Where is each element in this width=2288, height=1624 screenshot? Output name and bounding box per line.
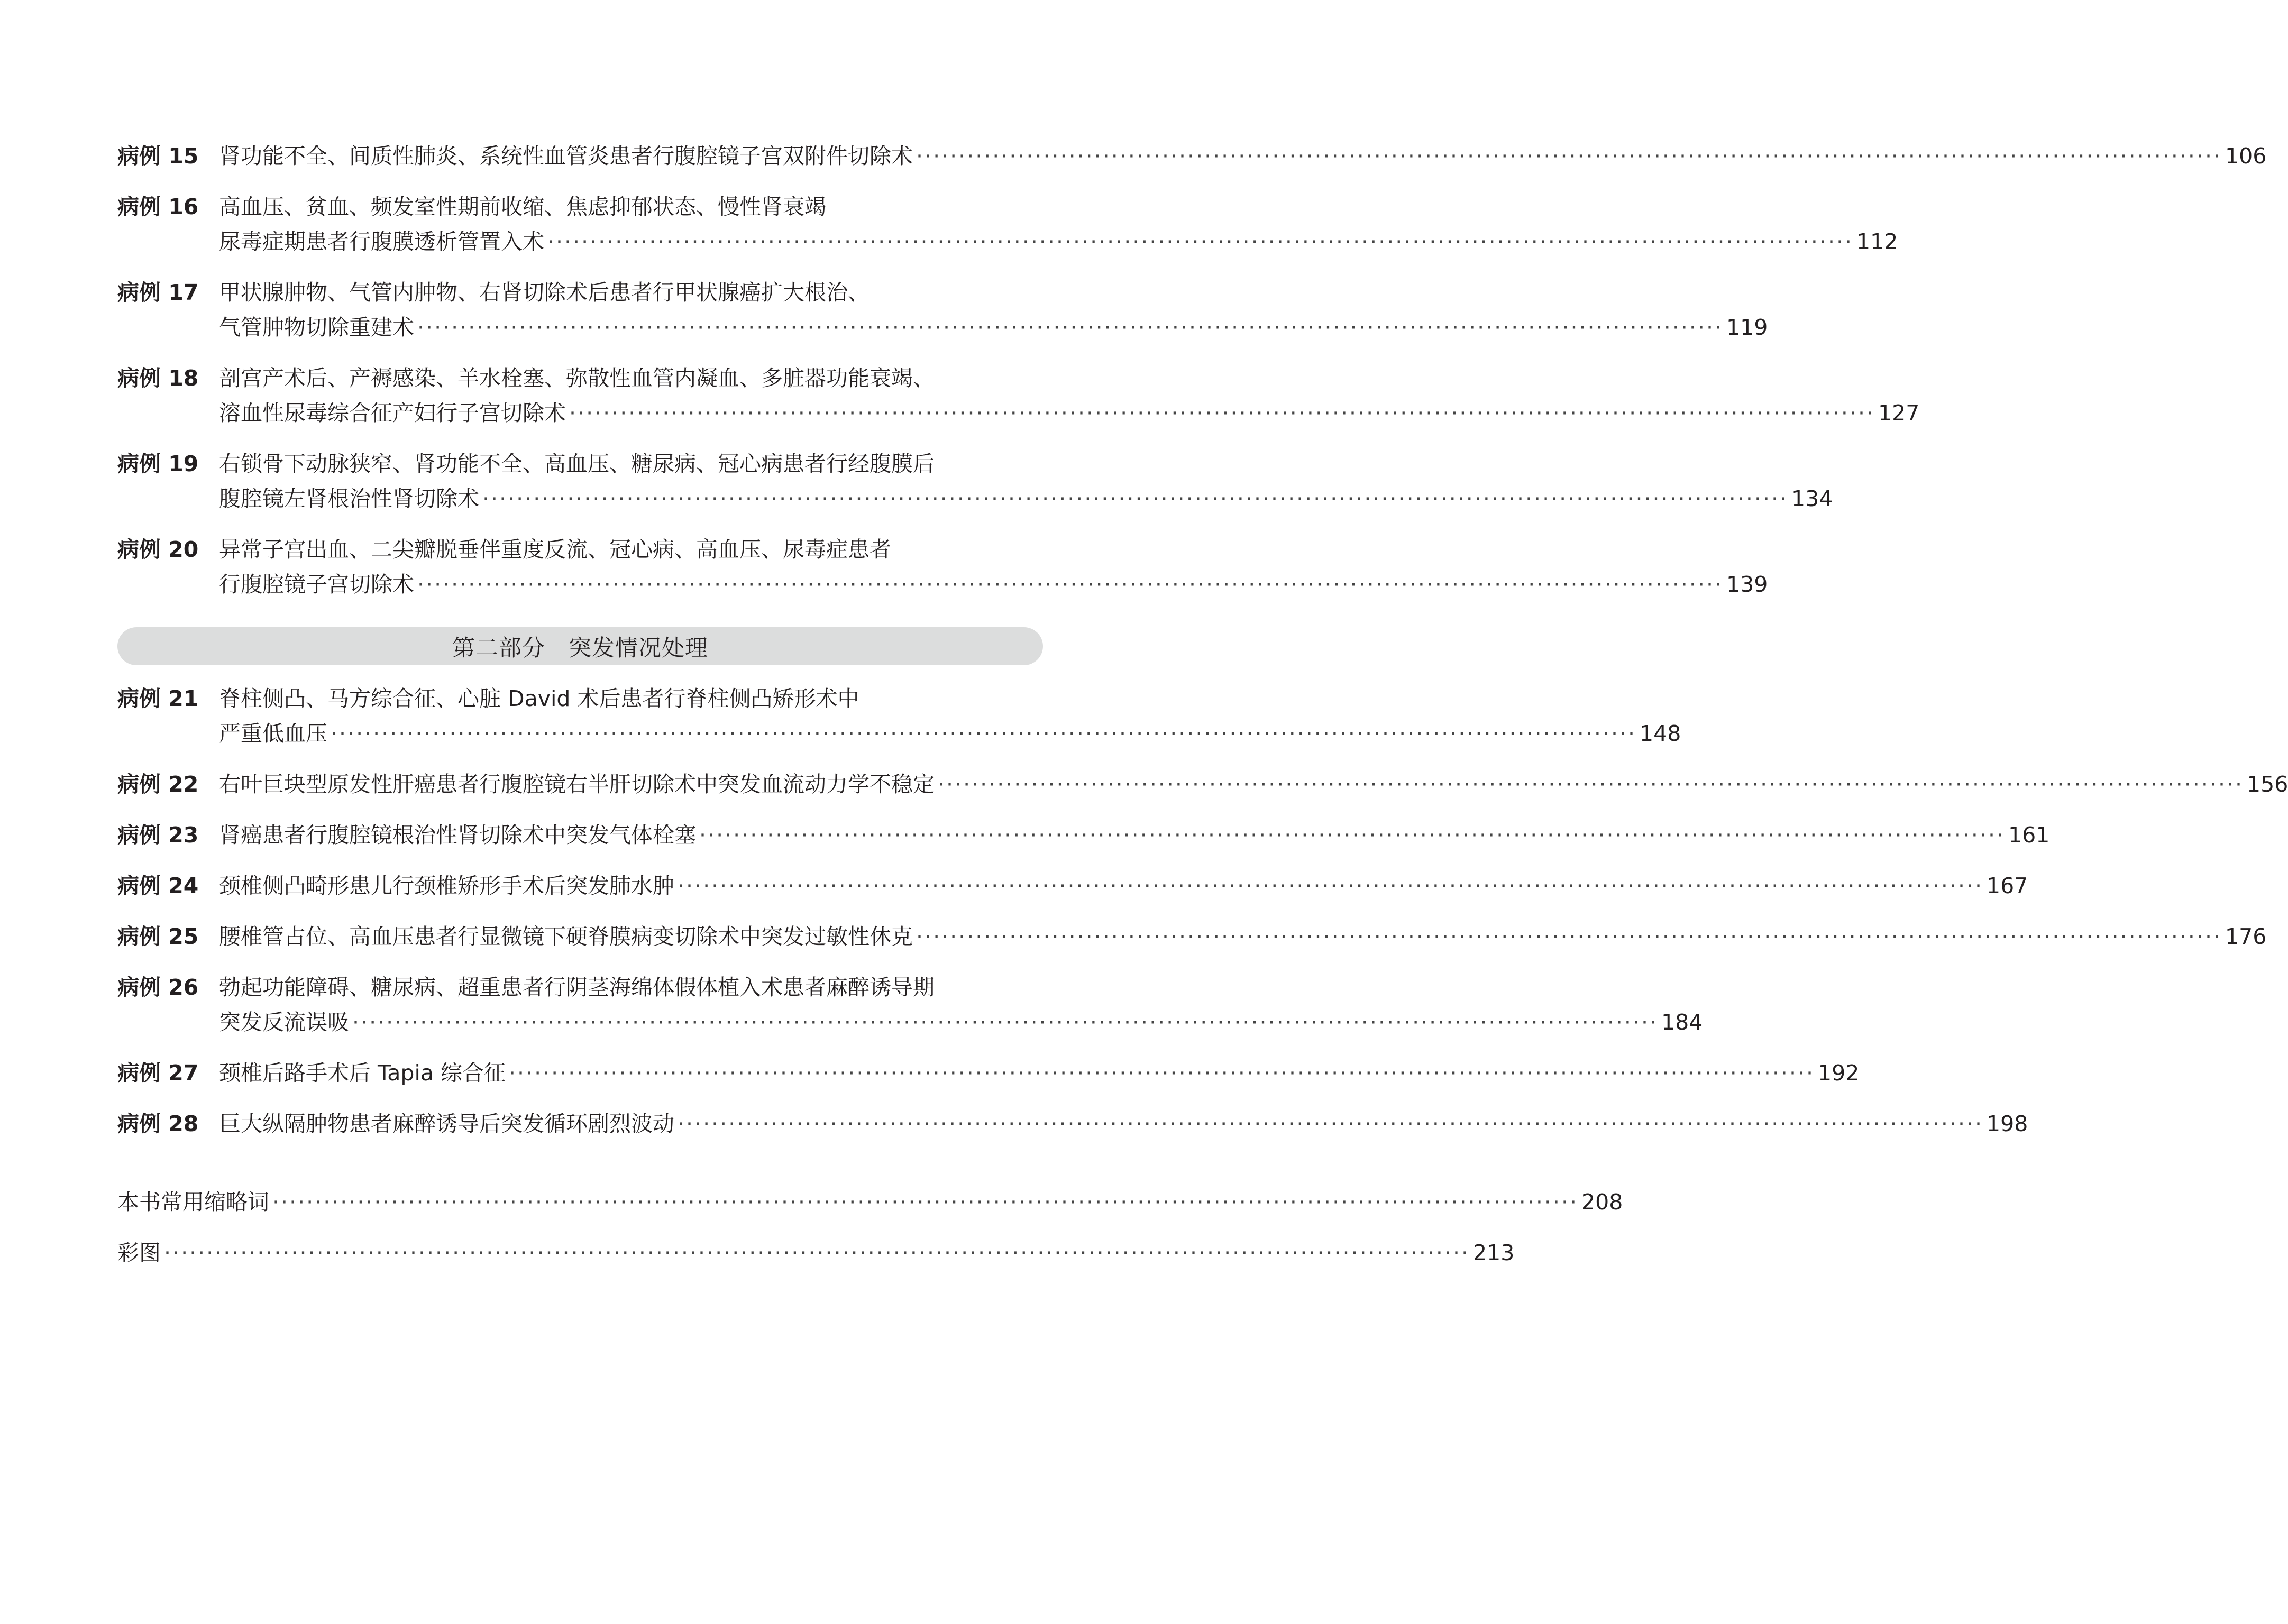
dot-leader: ·························································································································································· — [352, 1010, 1659, 1035]
toc-line — [117, 1185, 1623, 1219]
case-title: 颈椎后路手术后 Tapia 综合征 — [219, 1060, 506, 1086]
case-title-cont: 尿毒症期患者行腹膜透析管置入术 — [219, 229, 544, 254]
case-title: 勃起功能障碍、糖尿病、超重患者行阴茎海绵体假体植入术患者麻醉诱导期 — [219, 975, 935, 1000]
page-number: 198 — [1987, 1111, 2028, 1136]
toc-line — [117, 767, 2288, 802]
dot-leader: ·························································································································································· — [569, 400, 1875, 426]
page-number: 112 — [1856, 229, 1898, 254]
toc-line — [117, 310, 1768, 345]
case-title: 剖宫产术后、产褥感染、羊水栓塞、弥散性血管内凝血、多脏器功能衰竭、 — [219, 365, 935, 391]
case-label: 病例 15 — [117, 143, 199, 169]
page-number: 167 — [1987, 873, 2028, 898]
page-number: 119 — [1726, 315, 1768, 340]
toc-list-part1 — [117, 139, 2267, 602]
toc-line — [117, 189, 1043, 224]
case-title: 腰椎管占位、高血压患者行显微镜下硬脊膜病变切除术中突发过敏性休克 — [219, 924, 913, 949]
toc-line — [117, 275, 1043, 310]
case-label: 病例 20 — [117, 537, 199, 562]
case-title: 右叶巨块型原发性肝癌患者行腹腔镜右半肝切除术中突发血流动力学不稳定 — [219, 772, 935, 797]
case-label: 病例 26 — [117, 975, 199, 1000]
toc-line — [117, 224, 1898, 259]
toc-line — [117, 1235, 1515, 1270]
toc-entry-16[interactable] — [117, 189, 1898, 259]
toc-entry-22[interactable] — [117, 767, 2288, 802]
toc-entry-21[interactable] — [117, 681, 1681, 751]
toc-entry-17[interactable] — [117, 275, 1768, 345]
dot-leader: ·························································································································································· — [916, 143, 2222, 169]
page-number: 139 — [1726, 572, 1768, 597]
case-title: 甲状腺肿物、气管内肿物、右肾切除术后患者行甲状腺癌扩大根治、 — [219, 280, 870, 305]
toc-line — [117, 1005, 1703, 1040]
dot-leader: ·························································································································································· — [272, 1189, 1579, 1215]
case-title-cont: 行腹腔镜子宫切除术 — [219, 572, 414, 597]
dot-leader: ·························································································································································· — [482, 486, 1789, 511]
case-label: 病例 19 — [117, 451, 199, 476]
entry-title: 本书常用缩略词 — [117, 1189, 269, 1215]
page-number: 148 — [1640, 721, 1681, 746]
toc-entry-26[interactable] — [117, 970, 1703, 1040]
case-label: 病例 23 — [117, 822, 199, 848]
toc-line — [117, 361, 1043, 396]
case-label: 病例 18 — [117, 365, 199, 391]
dot-leader: ·························································································································································· — [509, 1060, 1815, 1086]
page-number: 106 — [2225, 143, 2267, 169]
dot-leader: ·························································································································································· — [678, 873, 1984, 898]
case-label: 病例 25 — [117, 924, 199, 949]
toc-line — [117, 396, 1920, 430]
toc-line — [117, 481, 1833, 516]
dot-leader: ·························································································································································· — [417, 572, 1724, 597]
page-number: 184 — [1661, 1010, 1703, 1035]
dot-leader: ·························································································································································· — [678, 1111, 1984, 1136]
case-title: 右锁骨下动脉狭窄、肾功能不全、高血压、糖尿病、冠心病患者行经腹膜后 — [219, 451, 935, 476]
case-title: 高血压、贫血、频发室性期前收缩、焦虑抑郁状态、慢性肾衰竭 — [219, 194, 826, 219]
toc-page — [117, 139, 2288, 1286]
toc-line — [117, 818, 2050, 852]
case-label: 病例 17 — [117, 280, 199, 305]
toc-line — [117, 716, 1681, 751]
toc-entry-color-plates[interactable] — [117, 1235, 1515, 1270]
case-title-cont: 突发反流误吸 — [219, 1010, 349, 1035]
page-number: 127 — [1878, 400, 1920, 426]
case-title: 肾功能不全、间质性肺炎、系统性血管炎患者行腹腔镜子宫双附件切除术 — [219, 143, 913, 169]
dot-leader: ·························································································································································· — [417, 315, 1724, 340]
toc-entry-24[interactable] — [117, 868, 2028, 903]
section-title: 第二部分 突发情况处理 — [452, 635, 708, 662]
toc-entry-23[interactable] — [117, 818, 2050, 852]
case-label: 病例 22 — [117, 772, 199, 797]
case-label: 病例 27 — [117, 1060, 199, 1086]
page-number: 192 — [1818, 1060, 1860, 1086]
case-title-cont: 溶血性尿毒综合征产妇行子宫切除术 — [219, 400, 566, 426]
toc-entry-abbreviations[interactable] — [117, 1185, 1623, 1219]
case-label: 病例 16 — [117, 194, 199, 219]
dot-leader: ·························································································································································· — [164, 1240, 1470, 1265]
dot-leader: ·························································································································································· — [916, 924, 2222, 949]
page-number: 161 — [2008, 822, 2050, 848]
toc-line — [117, 970, 1043, 1005]
toc-line — [117, 567, 1768, 602]
toc-entry-18[interactable] — [117, 361, 1920, 430]
dot-leader: ·························································································································································· — [938, 772, 2244, 797]
dot-leader: ·························································································································································· — [331, 721, 1637, 746]
case-title-cont: 气管肿物切除重建术 — [219, 315, 414, 340]
dot-leader: ·························································································································································· — [547, 229, 1854, 254]
case-label: 病例 21 — [117, 686, 199, 711]
toc-line — [117, 446, 1043, 481]
toc-entry-27[interactable] — [117, 1056, 1860, 1090]
entry-title: 彩图 — [117, 1240, 161, 1265]
toc-line — [117, 1106, 2028, 1141]
case-title: 巨大纵隔肿物患者麻醉诱导后突发循环剧烈波动 — [219, 1111, 674, 1136]
section-header-part2[interactable] — [117, 627, 1043, 665]
toc-line — [117, 868, 2028, 903]
case-title: 肾癌患者行腹腔镜根治性肾切除术中突发气体栓塞 — [219, 822, 696, 848]
toc-list-appendix — [117, 1185, 1623, 1270]
case-label: 病例 28 — [117, 1111, 199, 1136]
toc-entry-28[interactable] — [117, 1106, 2028, 1141]
toc-line — [117, 532, 1043, 567]
page-number: 156 — [2247, 772, 2288, 797]
toc-entry-25[interactable] — [117, 919, 2267, 954]
toc-list-part2 — [117, 681, 2288, 1141]
toc-line — [117, 681, 1043, 716]
page-number: 176 — [2225, 924, 2267, 949]
page-number: 208 — [1581, 1189, 1623, 1215]
page-number: 213 — [1473, 1240, 1515, 1265]
toc-line — [117, 1056, 1860, 1090]
toc-entry-15[interactable] — [117, 139, 2267, 173]
case-title: 异常子宫出血、二尖瓣脱垂伴重度反流、冠心病、高血压、尿毒症患者 — [219, 537, 891, 562]
case-title: 颈椎侧凸畸形患儿行颈椎矫形手术后突发肺水肿 — [219, 873, 674, 898]
page-number: 134 — [1791, 486, 1833, 511]
case-title-cont: 腹腔镜左肾根治性肾切除术 — [219, 486, 479, 511]
case-title: 脊柱侧凸、马方综合征、心脏 David 术后患者行脊柱侧凸矫形术中 — [219, 686, 859, 711]
toc-line — [117, 919, 2267, 954]
case-title-cont: 严重低血压 — [219, 721, 327, 746]
toc-entry-20[interactable] — [117, 532, 1768, 602]
toc-entry-19[interactable] — [117, 446, 1833, 516]
toc-line — [117, 139, 2267, 173]
dot-leader: ·························································································································································· — [699, 822, 2006, 848]
case-label: 病例 24 — [117, 873, 199, 898]
